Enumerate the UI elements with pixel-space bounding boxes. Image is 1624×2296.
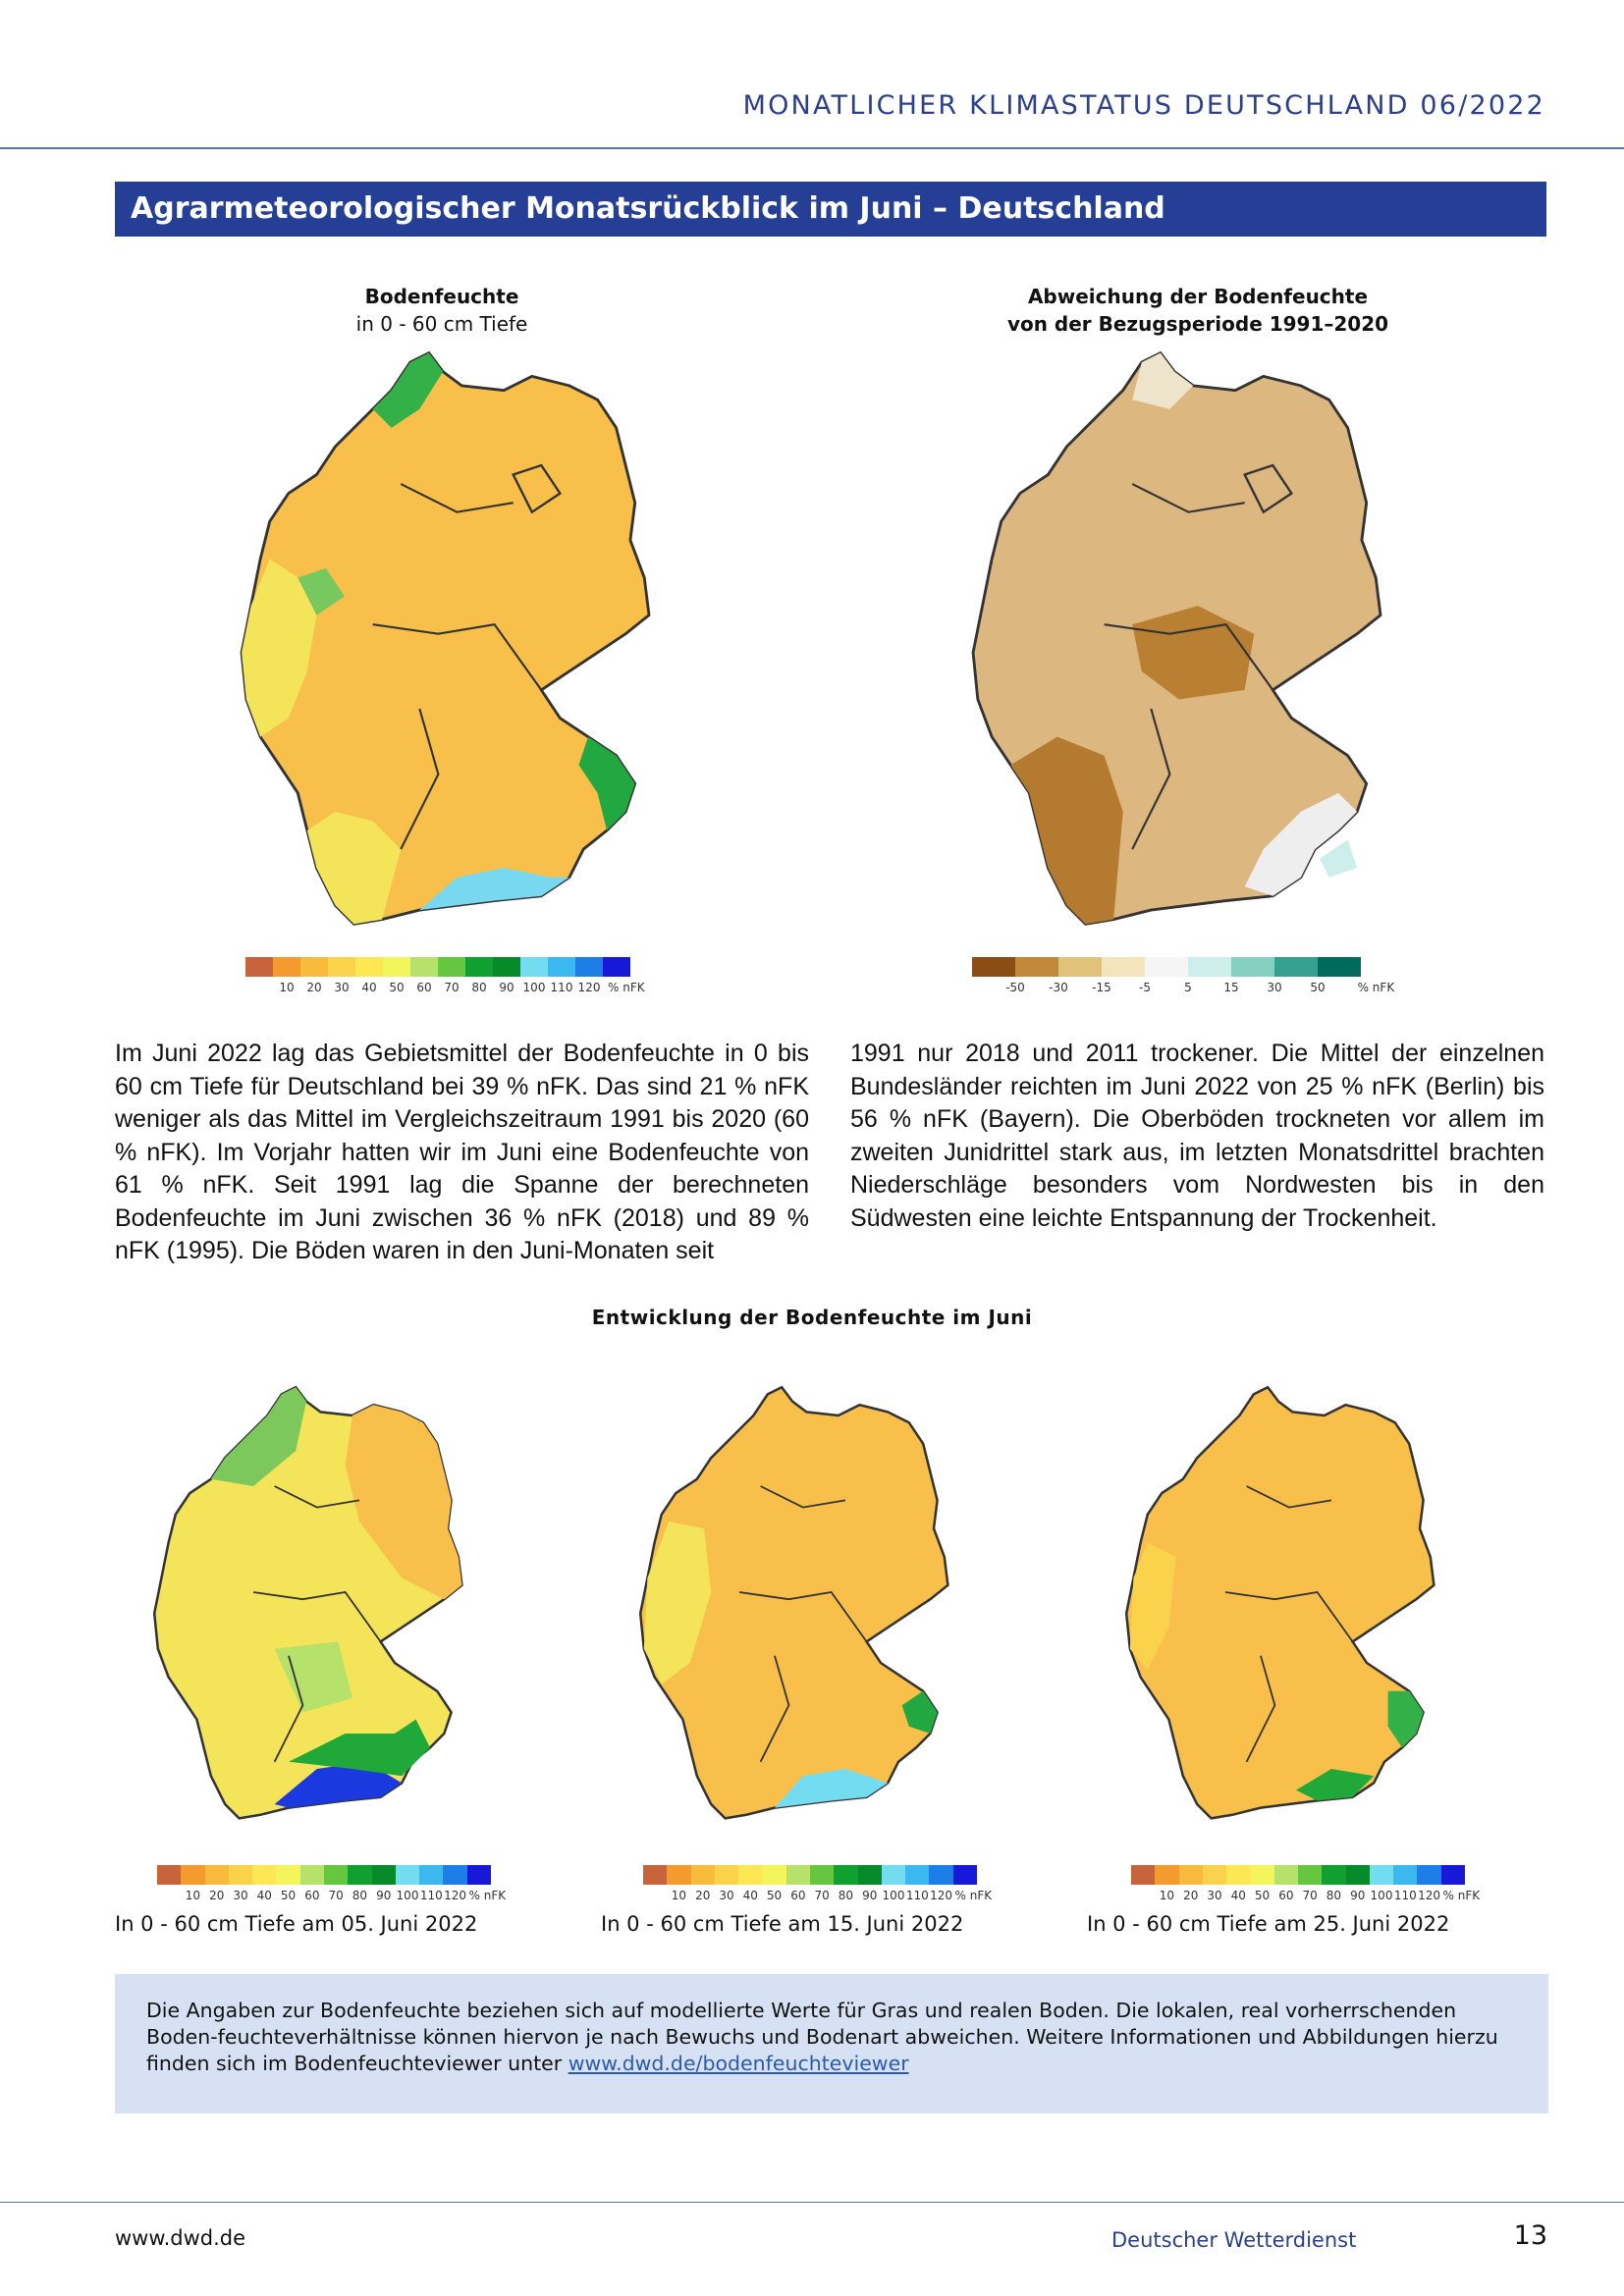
legend-tick: 20 xyxy=(1183,1889,1199,1902)
legend-tick: 90 xyxy=(862,1889,878,1902)
legend-tick: 100 xyxy=(522,981,546,994)
body-text-left: Im Juni 2022 lag das Gebietsmittel der Bodenfeuchte in 0 bis 60 cm Tiefe für Deutschland bei 39 % nFK. Das sind 21 % nFK weniger als das Mittel im Vergleichszeitraum 1991 bis 2020 (60 % nFK). Im Vorjahr hatten wir im Juni eine Bodenfeuchte von 61 % nFK. Seit 1991 lag die Spanne der berechneten Bodenfeuchte im Juni zwischen 36 % nFK (2018) und 89 % nFK (1995). Die Böden waren in den Juni-Monaten seit xyxy=(115,1040,809,1264)
legend-tick: 20 xyxy=(209,1889,225,1902)
legend-tick: 50 xyxy=(389,981,405,994)
legend-tick: 90 xyxy=(499,981,514,994)
legend-tick: 80 xyxy=(471,981,487,994)
legend-swatch xyxy=(1226,1865,1250,1885)
small-legend-bar-2 xyxy=(643,1865,977,1885)
legend-unit: % nFK xyxy=(608,981,645,994)
small-legend-bar-1 xyxy=(157,1865,491,1885)
legend-swatch xyxy=(245,957,273,977)
legend-tick: 50 xyxy=(1310,981,1326,994)
legend-swatch xyxy=(348,1865,371,1885)
small-map-caption-3: In 0 - 60 cm Tiefe am 25. Juni 2022 xyxy=(1087,1912,1450,1936)
legend-tick: 120 xyxy=(930,1889,953,1902)
legend-swatch xyxy=(1145,957,1188,977)
legend-tick: 60 xyxy=(790,1889,806,1902)
legend-swatch xyxy=(205,1865,229,1885)
legend-tick: 40 xyxy=(742,1889,758,1902)
header-title: MONATLICHER KLIMASTATUS DEUTSCHLAND 06/2022 xyxy=(742,90,1545,121)
legend-tick: 5 xyxy=(1184,981,1192,994)
legend-swatch xyxy=(905,1865,929,1885)
legend-tick: 60 xyxy=(1278,1889,1294,1902)
map1-legend xyxy=(245,957,645,998)
legend-unit: % nFK xyxy=(1357,981,1395,994)
legend-tick: 10 xyxy=(185,1889,201,1902)
legend-tick: -5 xyxy=(1139,981,1151,994)
legend-swatch xyxy=(419,1865,443,1885)
legend-swatch xyxy=(1250,1865,1273,1885)
legend-tick: 110 xyxy=(905,1889,929,1902)
footer-divider xyxy=(0,2202,1624,2203)
legend-tick: 100 xyxy=(1370,1889,1393,1902)
legend-swatch xyxy=(738,1865,762,1885)
legend-swatch xyxy=(1298,1865,1322,1885)
legend-tick: 20 xyxy=(306,981,322,994)
legend-swatch xyxy=(300,957,328,977)
legend-swatch xyxy=(882,1865,905,1885)
legend-swatch xyxy=(1231,957,1274,977)
legend-swatch xyxy=(1346,1865,1370,1885)
legend-swatch xyxy=(1370,1865,1393,1885)
legend-swatch xyxy=(465,957,493,977)
legend-tick: 10 xyxy=(1159,1889,1175,1902)
legend-swatch xyxy=(252,1865,276,1885)
legend-swatch xyxy=(355,957,383,977)
small-map-15-june xyxy=(633,1340,987,1880)
legend-tick: 30 xyxy=(1207,1889,1222,1902)
legend-swatch xyxy=(1155,1865,1178,1885)
legend-tick: 40 xyxy=(256,1889,272,1902)
legend-tick: 110 xyxy=(550,981,573,994)
legend-tick: -30 xyxy=(1049,981,1068,994)
legend-swatch xyxy=(1274,1865,1298,1885)
legend-unit: % nFK xyxy=(468,1889,507,1902)
legend-swatch xyxy=(229,1865,252,1885)
map2-subtitle: von der Bezugsperiode 1991–2020 xyxy=(1006,312,1389,336)
legend-tick: 30 xyxy=(1267,981,1282,994)
legend-unit: % nFK xyxy=(1442,1889,1481,1902)
legend-tick: 120 xyxy=(577,981,601,994)
legend-tick: 30 xyxy=(334,981,350,994)
legend-tick: 120 xyxy=(1418,1889,1441,1902)
legend-swatch xyxy=(1318,957,1361,977)
small-legend-labels-2 xyxy=(643,1889,993,1906)
section-title: Entwicklung der Bodenfeuchte im Juni xyxy=(591,1306,1033,1329)
legend-tick: 80 xyxy=(1326,1889,1342,1902)
small-legend-labels-3 xyxy=(1131,1889,1481,1906)
legend-tick: 50 xyxy=(280,1889,297,1902)
bodenfeuchteviewer-link[interactable]: www.dwd.de/bodenfeuchteviewer xyxy=(568,2052,909,2075)
legend-tick: 30 xyxy=(719,1889,734,1902)
legend-swatch xyxy=(548,957,575,977)
legend-swatch xyxy=(1441,1865,1465,1885)
legend-tick: 40 xyxy=(1230,1889,1246,1902)
small-map-legend-2 xyxy=(643,1865,993,1906)
legend-swatch xyxy=(691,1865,715,1885)
legend-swatch xyxy=(810,1865,834,1885)
legend-tick: 20 xyxy=(695,1889,711,1902)
legend-swatch xyxy=(396,1865,419,1885)
legend-tick: 110 xyxy=(1393,1889,1417,1902)
legend-swatch xyxy=(300,1865,324,1885)
legend-tick: -50 xyxy=(1005,981,1025,994)
info-note-box xyxy=(115,1974,1548,2113)
legend-swatch xyxy=(715,1865,738,1885)
legend-tick: 90 xyxy=(1350,1889,1366,1902)
legend-swatch xyxy=(1058,957,1102,977)
legend-tick: 60 xyxy=(416,981,432,994)
legend-tick: 110 xyxy=(419,1889,443,1902)
legend-tick: 70 xyxy=(1302,1889,1318,1902)
legend-tick: 30 xyxy=(233,1889,248,1902)
legend-swatch xyxy=(410,957,438,977)
legend-swatch xyxy=(438,957,465,977)
legend-swatch xyxy=(1102,957,1145,977)
legend-swatch xyxy=(762,1865,785,1885)
legend-swatch xyxy=(1203,1865,1226,1885)
legend-swatch xyxy=(603,957,630,977)
legend-swatch xyxy=(276,1865,299,1885)
legend-tick: 100 xyxy=(396,1889,419,1902)
map2-legend-labels xyxy=(972,981,1395,998)
legend-swatch xyxy=(1188,957,1231,977)
small-map-legend-1 xyxy=(157,1865,507,1906)
footer-organisation: Deutscher Wetterdienst xyxy=(1111,2228,1357,2252)
map2-caption xyxy=(982,283,1414,338)
legend-tick: 100 xyxy=(882,1889,905,1902)
legend-swatch xyxy=(1015,957,1058,977)
info-note-text: Die Angaben zur Bodenfeuchte beziehen sich auf modellierte Werte für Gras und realen Boden. Die lokalen, real vorherrschenden Boden-feuchteverhältnisse können hiervon je nach Bewuchs und Bodenart abweichen. Weitere Informationen und Abbildungen hierzu finden sich im Bodenfeuchteviewer unter xyxy=(146,1999,1498,2075)
small-map-caption-1: In 0 - 60 cm Tiefe am 05. Juni 2022 xyxy=(115,1912,478,1936)
legend-swatch xyxy=(181,1865,204,1885)
map1-soil-moisture-map xyxy=(231,344,702,952)
legend-swatch xyxy=(372,1865,396,1885)
legend-swatch xyxy=(443,1865,466,1885)
legend-tick: 40 xyxy=(361,981,377,994)
legend-tick: 60 xyxy=(304,1889,320,1902)
small-map-25-june xyxy=(1119,1340,1473,1880)
legend-tick: -15 xyxy=(1092,981,1111,994)
legend-swatch xyxy=(520,957,548,977)
legend-swatch xyxy=(273,957,300,977)
legend-swatch xyxy=(1179,1865,1203,1885)
legend-swatch xyxy=(1322,1865,1345,1885)
small-map-caption-2: In 0 - 60 cm Tiefe am 15. Juni 2022 xyxy=(601,1912,964,1936)
small-map-legend-3 xyxy=(1131,1865,1481,1906)
map2-title: Abweichung der Bodenfeuchte xyxy=(1027,285,1369,308)
legend-swatch xyxy=(667,1865,690,1885)
legend-tick: 10 xyxy=(671,1889,687,1902)
map1-legend-labels xyxy=(245,981,645,998)
legend-tick: 70 xyxy=(444,981,460,994)
map1-title: Bodenfeuchte xyxy=(364,285,519,308)
legend-tick: 120 xyxy=(444,1889,467,1902)
legend-swatch xyxy=(786,1865,810,1885)
legend-swatch xyxy=(1274,957,1318,977)
map2-legend xyxy=(972,957,1395,998)
section-banner: Agrarmeteorologischer Monatsrückblick im Juni – Deutschland xyxy=(115,182,1546,237)
map1-legend-bar xyxy=(245,957,630,977)
legend-swatch xyxy=(929,1865,952,1885)
legend-swatch xyxy=(493,957,520,977)
legend-tick: 50 xyxy=(766,1889,783,1902)
legend-tick: 70 xyxy=(814,1889,830,1902)
legend-swatch xyxy=(643,1865,667,1885)
small-map-05-june xyxy=(147,1340,501,1880)
legend-tick: 80 xyxy=(352,1889,368,1902)
legend-swatch xyxy=(575,957,603,977)
legend-swatch xyxy=(858,1865,882,1885)
map2-deviation-map xyxy=(962,344,1434,952)
legend-swatch xyxy=(157,1865,181,1885)
legend-swatch xyxy=(328,957,355,977)
legend-swatch xyxy=(324,1865,348,1885)
page-number: 13 xyxy=(1513,2220,1547,2251)
body-text-right: 1991 nur 2018 und 2011 trockener. Die Mittel der einzelnen Bundesländer reichten im Juni 2022 von 25 % nFK (Berlin) bis 56 % nFK (Bayern). Die Oberböden trockneten vor allem im zweiten Junidrittel stark aus, im letzten Monatsdrittel brachten Niederschläge besonders vom Nordwesten bis in den Südwesten eine leichte Entspannung der Trockenheit. xyxy=(850,1040,1544,1232)
legend-swatch xyxy=(383,957,410,977)
footer-website: www.dwd.de xyxy=(115,2226,246,2250)
small-legend-bar-3 xyxy=(1131,1865,1465,1885)
map1-caption xyxy=(236,283,648,338)
legend-swatch xyxy=(834,1865,857,1885)
legend-tick: 70 xyxy=(328,1889,344,1902)
legend-tick: 50 xyxy=(1254,1889,1271,1902)
legend-swatch xyxy=(1417,1865,1440,1885)
legend-tick: 80 xyxy=(838,1889,854,1902)
legend-unit: % nFK xyxy=(954,1889,993,1902)
legend-swatch xyxy=(467,1865,491,1885)
legend-swatch xyxy=(1131,1865,1155,1885)
legend-swatch xyxy=(972,957,1015,977)
legend-tick: 10 xyxy=(279,981,295,994)
map1-subtitle: in 0 - 60 cm Tiefe xyxy=(355,312,528,336)
legend-swatch xyxy=(1393,1865,1417,1885)
small-legend-labels-1 xyxy=(157,1889,507,1906)
legend-tick: 15 xyxy=(1223,981,1239,994)
legend-swatch xyxy=(953,1865,977,1885)
header-divider xyxy=(0,147,1624,149)
legend-tick: 90 xyxy=(376,1889,392,1902)
map2-legend-bar xyxy=(972,957,1361,977)
